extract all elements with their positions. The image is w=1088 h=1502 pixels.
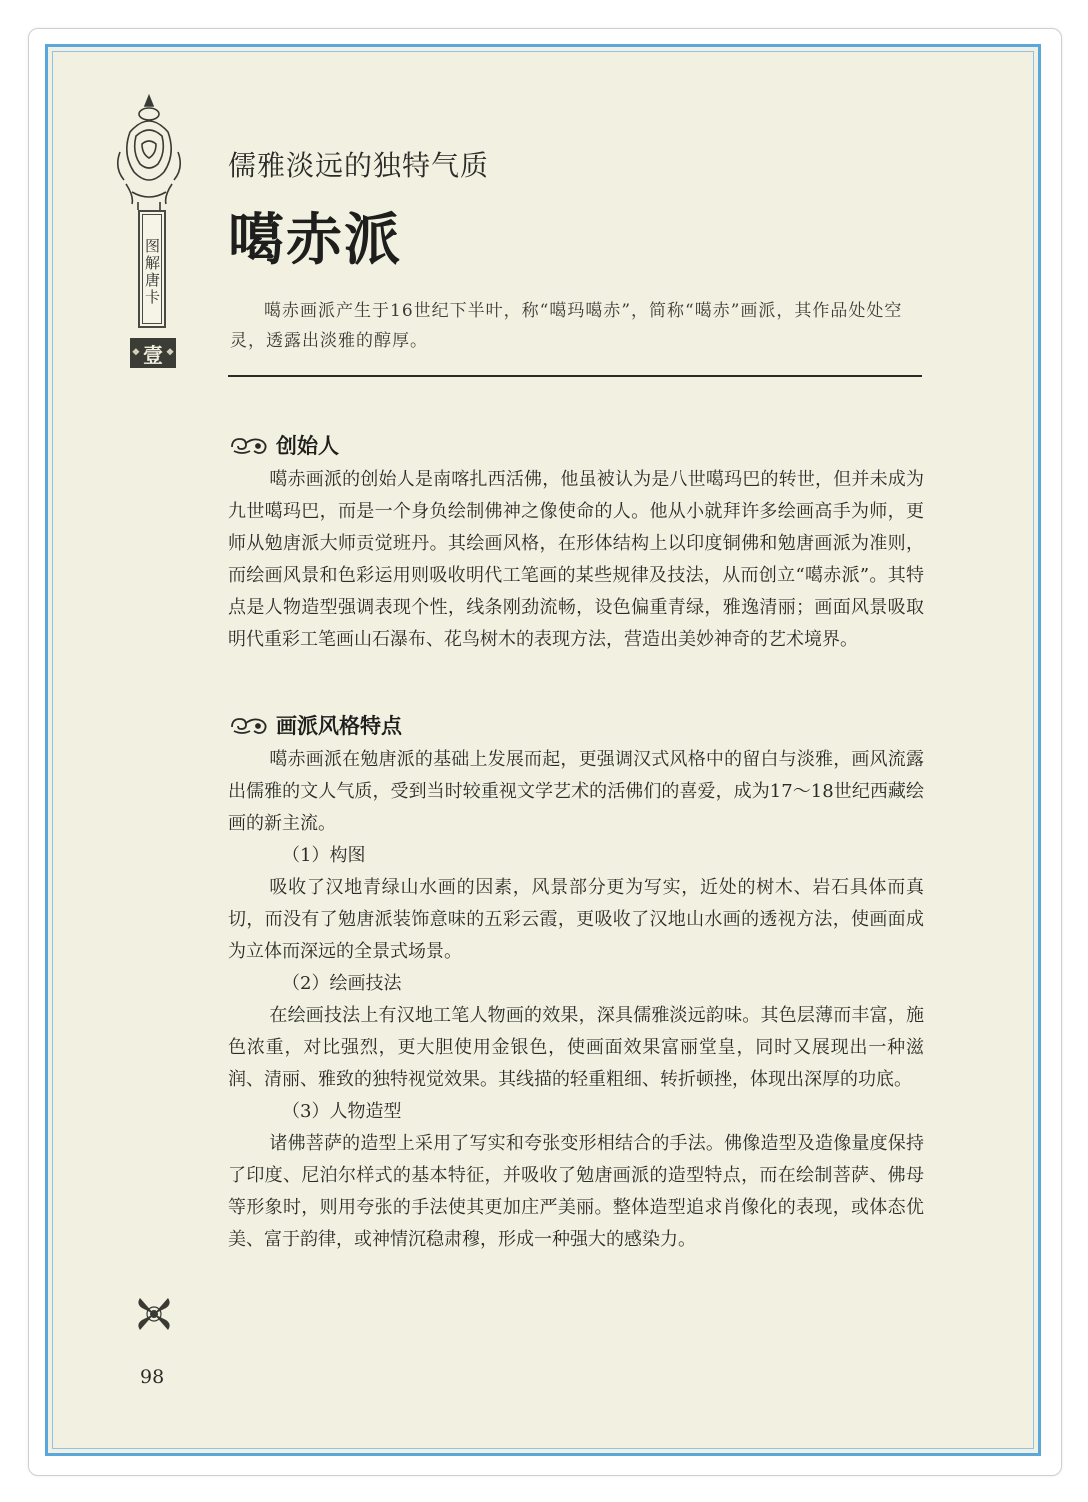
paragraph: 噶赤画派在勉唐派的基础上发展而起，更强调汉式风格中的留白与淡雅，画风流露出儒雅的文人气质，受到当时较重视文学艺术的活佛们的喜爱，成为17～18世纪西藏绘画的新主流。 — [228, 749, 924, 834]
paragraph: 吸收了汉地青绿山水画的因素，风景部分更为写实，近处的树木、岩石具体而真切，而没有了勉唐派装饰意味的五彩云霞，更吸收了汉地山水画的透视方法，使画面成为立体而深远的全景式场景。 — [228, 877, 924, 962]
subheading-technique: （2）绘画技法 — [282, 973, 402, 994]
article-intro: 噶赤画派产生于16世纪下半叶，称“噶玛噶赤”，简称“噶赤”画派，其作品处处空灵，透露出淡雅的醇厚。 — [230, 301, 903, 351]
section-heading-text: 创始人 — [276, 434, 339, 458]
volume-mark — [130, 338, 176, 368]
header-divider — [228, 375, 922, 377]
article-subtitle: 儒雅淡远的独特气质 — [228, 149, 490, 182]
section-heading-text: 画派风格特点 — [276, 714, 402, 738]
paragraph: 诸佛菩萨的造型上采用了写实和夸张变形相结合的手法。佛像造型及造像量度保持了印度、尼泊尔样式的基本特征，并吸收了勉唐画派的造型特点，而在绘制菩萨、佛母等形象时，则用夸张的手法使其更加庄严美丽。整体造型追求肖像化的表现，或体态优美、富于韵律，或神情沉稳肃穆，形成一种强大的感染力。 — [228, 1133, 924, 1250]
section-founder-body — [228, 464, 924, 656]
page-number: 98 — [140, 1366, 165, 1388]
cloud-scroll-icon — [228, 713, 270, 737]
vajra-icon — [130, 1292, 178, 1336]
series-title: 图解唐卡 — [143, 238, 161, 306]
article-title: 噶赤派 — [228, 208, 402, 273]
paragraph: 噶赤画派的创始人是南喀扎西活佛，他虽被认为是八世噶玛巴的转世，但并未成为九世噶玛巴，而是一个身负绘制佛神之像使命的人。他从小就拜许多绘画高手为师，更师从勉唐派大师贡觉班丹。其绘画风格，在形体结构上以印度铜佛和勉唐画派为准则，而绘画风景和色彩运用则吸收明代工笔画的某些规律及技法，从而创立“噶赤派”。其特点是人物造型强调表现个性，线条刚劲流畅，设色偏重青绿，雅逸清丽；画面风景吸取明代重彩工笔画山石瀑布、花鸟树木的表现方法，营造出美妙神奇的艺术境界。 — [228, 469, 924, 650]
subheading-composition: （1）构图 — [282, 845, 366, 866]
series-title-box — [138, 210, 166, 328]
section-heading-founder — [228, 430, 339, 460]
section-heading-style — [228, 710, 402, 740]
cloud-scroll-icon — [228, 433, 270, 457]
volume-mark-text: ❖ 壹 — [143, 342, 163, 367]
subheading-figure: （3）人物造型 — [282, 1101, 402, 1122]
section-style-body — [228, 744, 924, 1256]
paragraph: 在绘画技法上有汉地工笔人物画的效果，深具儒雅淡远韵味。其色层薄而丰富，施色浓重，对比强烈，更大胆使用金银色，使画面效果富丽堂皇，同时又展现出一种滋润、清丽、雅致的独特视觉效果。其线描的轻重粗细、转折顿挫，体现出深厚的功底。 — [228, 1005, 924, 1090]
